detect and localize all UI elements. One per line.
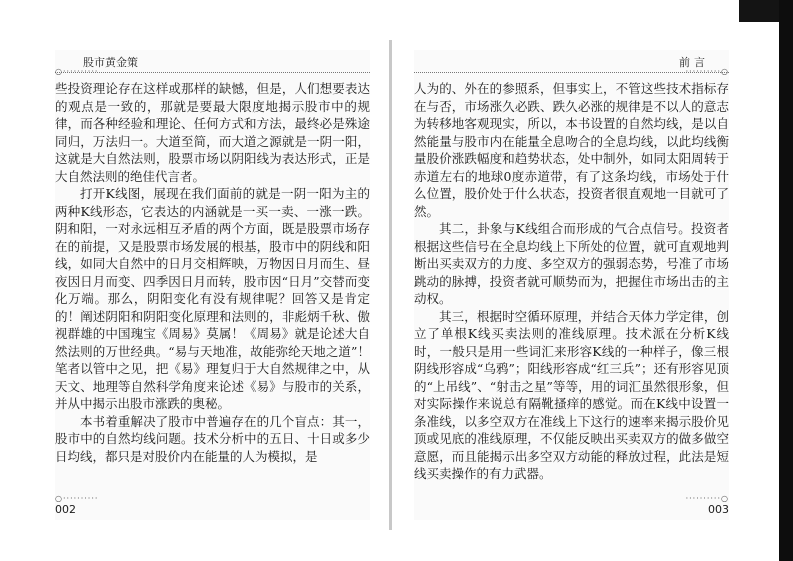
left-body-text xyxy=(55,80,370,465)
footer-ornament: ○·········· xyxy=(55,494,99,503)
right-page-number: 003 xyxy=(708,503,729,516)
left-paragraph-2: 打开K线图，展现在我们面前的就是一阴一阳为主的两种K线形态，它表达的内涵就是一买一卖、一涨一跌。阴和阳，一对永远相互矛盾的两个方面，既是股票市场存在的前提，又是股票市场发展的根基，股市中的阴线和阳线，如同大自然中的日月交相辉映，万物因日月而生、昼夜因日月而变、四季因日月而转，股市因“日月”交替而变化万端。那么，阴阳变化有没有规律呢？回答又是肯定的！阐述阴阳和阴阳变化原理和法则的，非彪炳千秋、傲视群雄的中国瑰宝《周易》莫属！《周易》就是论述大自然法则的万世经典。“易与天地准，故能弥纶天地之道”！笔者以管中之见，把《易》理复归于大自然规律之中，从天文、地理等自然科学角度来论述《易》与股市的关系，并从中揭示出股市涨跌的奥秘。 xyxy=(55,186,370,411)
left-paragraph-3: 本书着重解决了股市中普遍存在的几个盲点：其一，股市中的自然均线问题。技术分析中的五日、十日或多少日均线，都只是对股价内在能量的人为模拟，是 xyxy=(55,413,370,464)
right-body-text xyxy=(414,80,729,483)
left-running-header xyxy=(55,50,370,76)
right-paragraph-1: 人为的、外在的参照系，但事实上，不管这些技术指标存在与否，市场涨久必跌、跌久必涨的规律是不以人的意志为转移地客观现实，所以，本书设置的自然均线，是以自然能量与股市内在能量全息吻合的全息均线，以此均线衡量股价涨跌幅度和趋势状态，处中制外，如同太阳周转于赤道左右的地球0度赤道带，有了这条均线，市场处于什么位置，股价处于什么状态，投资者很直观地一目就可了然。 xyxy=(414,81,729,219)
right-page xyxy=(414,50,729,520)
header-ornament: ○·········· xyxy=(55,67,99,76)
right-header-title: 前言 xyxy=(679,56,709,69)
header-ornament: ··········○ xyxy=(685,67,729,76)
left-paragraph-1: 些投资理论存在这样或那样的缺憾，但是，人们想要表达的观点是一致的，那就是要最大限度地揭示股市中的规律，而各种经验和理论、任何方式和方法，最终必是殊途同归，万法归一。大道至简，而大道之源就是一阴一阳，这就是大自然法则，股票市场以阴阳线为表达形式，正是大自然法则的绝佳代言者。 xyxy=(55,81,370,184)
right-paragraph-3: 其三，根据时空循环原理，并结合天体力学定律，创立了单根K线买卖法则的准线原理。技术派在分析K线时，一般只是用一些词汇来形容K线的一种样子，像三根阴线形容成“乌鸦”；阳线形容成“红三兵”；还有形容见顶的“上吊线”、“射击之星”等等，用的词汇虽然很形象，但对实际操作来说总有隔靴搔痒的感觉。而在K线中设置一条准线，以多空双方在准线上下这行的速率来揭示股价见顶或见底的准线原理，不仅能反映出买卖双方的做多做空意愿，而且能揭示出多空双方动能的释放过程，此法是短线买卖操作的有力武器。 xyxy=(414,308,729,481)
left-page xyxy=(55,50,370,520)
book-gutter xyxy=(389,40,392,530)
left-page-number: 002 xyxy=(55,503,76,516)
left-footer xyxy=(55,494,165,520)
scan-corner-shadow xyxy=(739,0,779,22)
right-footer xyxy=(619,494,729,520)
right-paragraph-2: 其二，卦象与K线组合而形成的气合点信号。投资者根据这些信号在全息均线上下所处的位置，就可直观地判断出买卖双方的力度、多空双方的强弱态势，号准了市场跳动的脉搏，投资者就可顺势而为，把握住市场出击的主动权。 xyxy=(414,221,729,306)
scan-edge-shadow xyxy=(779,0,793,561)
right-running-header xyxy=(414,50,729,76)
footer-ornament: ··········○ xyxy=(685,494,729,503)
left-header-title: 股市黄金策 xyxy=(83,56,138,69)
